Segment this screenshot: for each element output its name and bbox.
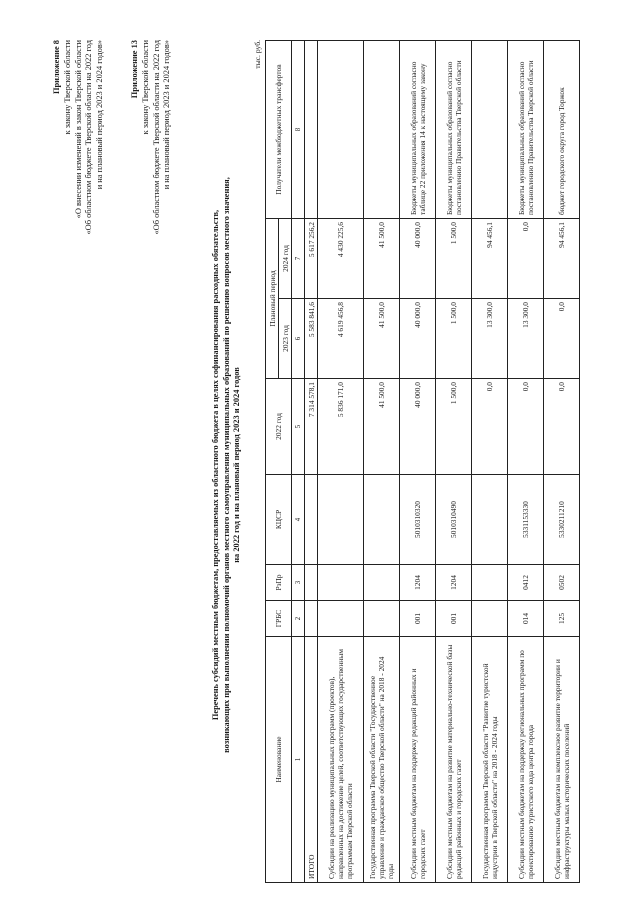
col-header-2022: 2022 год <box>266 379 292 475</box>
row-grbs: 014 <box>508 601 544 637</box>
row-recipient <box>364 41 400 219</box>
row-recipient <box>472 41 508 219</box>
appendix-13-line: «Об областном бюджете Тверской области на 2022 год <box>151 40 161 235</box>
row-grbs: 001 <box>400 601 436 637</box>
row-recipient <box>318 41 364 219</box>
row-2022: 5 836 171,0 <box>318 379 364 475</box>
row-kcsr <box>305 475 318 565</box>
row-2024: 94 456,1 <box>472 219 508 299</box>
row-name: Субсидии местным бюджетам на поддержку региональных программ по проектированию туристского кода центра города <box>508 637 544 883</box>
document-title-line: возникающих при выполнении полномочий органов местного самоуправления муниципальных образований по решению вопросов местного значения, <box>221 177 231 753</box>
column-number-row <box>292 41 305 883</box>
column-number: 8 <box>292 41 305 219</box>
row-rzpr <box>364 565 400 601</box>
table-row-total <box>305 41 318 883</box>
units-label: тыс. руб. <box>253 40 262 69</box>
appendix-8-line: и на плановый период 2023 и 2024 годов» <box>95 40 105 190</box>
appendix-8-header <box>52 40 106 235</box>
row-2022: 1 500,0 <box>436 379 472 475</box>
row-2022: 7 314 578,1 <box>305 379 318 475</box>
row-name: Государственная программа Тверской области "Развитие туристской индустрии в Тверской области" на 2018 - 2024 годы <box>472 637 508 883</box>
row-rzpr: 0502 <box>544 565 580 601</box>
appendix-13-line: к закону Тверской области <box>140 40 150 135</box>
row-rzpr: 1204 <box>436 565 472 601</box>
col-header-name: Наименование <box>266 637 292 883</box>
row-2024: 40 000,0 <box>400 219 436 299</box>
row-name: ИТОГО <box>305 637 318 883</box>
row-kcsr <box>318 475 364 565</box>
row-2023: 1 500,0 <box>436 299 472 379</box>
row-recipient: Бюджеты муниципальных образований согласно таблице 22 приложения 14 к настоящему закону <box>400 41 436 219</box>
row-2024: 4 430 225,6 <box>318 219 364 299</box>
column-number: 5 <box>292 379 305 475</box>
col-header-grbs: ГРБС <box>266 601 292 637</box>
column-number: 1 <box>292 637 305 883</box>
row-recipient: Бюджеты муниципальных образований согласно постановлению Правительства Тверской области <box>436 41 472 219</box>
row-kcsr: 5331153330 <box>508 475 544 565</box>
row-grbs: 001 <box>436 601 472 637</box>
col-header-2024: 2024 год <box>279 219 292 299</box>
column-number: 3 <box>292 565 305 601</box>
row-name: Субсидии местным бюджетам на комплексное развитие территории и инфраструктуры малых исторических поселений <box>544 637 580 883</box>
row-2023: 5 583 841,6 <box>305 299 318 379</box>
row-recipient: Бюджеты муниципальных образований согласно постановлению Правительства Тверской области <box>508 41 544 219</box>
row-2023: 13 300,0 <box>508 299 544 379</box>
row-grbs: 125 <box>544 601 580 637</box>
row-grbs <box>364 601 400 637</box>
table-row <box>544 41 580 883</box>
row-grbs <box>318 601 364 637</box>
row-rzpr <box>305 565 318 601</box>
appendix-13-line: и на плановый период 2023 и 2024 годов» <box>162 40 172 190</box>
table-row <box>472 41 508 883</box>
col-header-rzpr: РзПр <box>266 565 292 601</box>
document-title <box>211 85 243 845</box>
header-row <box>266 41 279 883</box>
row-2024: 41 500,0 <box>364 219 400 299</box>
column-number: 6 <box>292 299 305 379</box>
col-header-2023: 2023 год <box>279 299 292 379</box>
row-recipient <box>305 41 318 219</box>
row-kcsr <box>472 475 508 565</box>
row-kcsr <box>364 475 400 565</box>
row-2024: 1 500,0 <box>436 219 472 299</box>
row-rzpr <box>318 565 364 601</box>
row-rzpr: 0412 <box>508 565 544 601</box>
row-name: Субсидии местным бюджетам на поддержку редакций районных и городских газет <box>400 637 436 883</box>
row-kcsr: 5010310320 <box>400 475 436 565</box>
column-number: 7 <box>292 219 305 299</box>
row-2023: 40 000,0 <box>400 299 436 379</box>
row-2022: 0,0 <box>508 379 544 475</box>
row-2024: 94 456,1 <box>544 219 580 299</box>
row-2023: 0,0 <box>544 299 580 379</box>
row-2022: 40 000,0 <box>400 379 436 475</box>
row-2022: 0,0 <box>472 379 508 475</box>
appendix-8-line: «О внесении изменений в закон Тверской области <box>73 40 83 219</box>
row-name: Субсидии на реализацию муниципальных программ (проектов), направленных на достижение целей, соответствующих государственным программам Тверской области <box>318 637 364 883</box>
row-2024: 0,0 <box>508 219 544 299</box>
row-rzpr: 1204 <box>400 565 436 601</box>
row-2023: 41 500,0 <box>364 299 400 379</box>
subsidies-table <box>265 40 580 883</box>
table-row <box>436 41 472 883</box>
appendix-8-line: «Об областном бюджете Тверской области на 2022 год <box>84 40 94 235</box>
row-name: Субсидии местным бюджетам на развитие материально-технической базы редакций районных и городских газет <box>436 637 472 883</box>
row-kcsr: 5010310490 <box>436 475 472 565</box>
appendix-13-title: Приложение 13 <box>130 40 139 99</box>
appendix-13-header <box>130 40 173 235</box>
row-2024: 5 617 256,2 <box>305 219 318 299</box>
row-rzpr <box>472 565 508 601</box>
document-title-line: на 2022 год и на плановый период 2023 и 2024 годов <box>232 367 242 563</box>
table-row <box>364 41 400 883</box>
row-kcsr: 5330211210 <box>544 475 580 565</box>
appendix-8-line: к закону Тверской области <box>62 40 72 135</box>
row-grbs <box>472 601 508 637</box>
row-2023: 4 619 456,8 <box>318 299 364 379</box>
row-2022: 41 500,0 <box>364 379 400 475</box>
col-header-recipient: Получатели межбюджетных трансфертов <box>266 41 292 219</box>
col-header-plan-period: Плановый период <box>266 219 279 379</box>
column-number: 2 <box>292 601 305 637</box>
row-name: Государственная программа Тверской области "Государственное управление и гражданское общество Тверской области" на 2018 - 2024 годы <box>364 637 400 883</box>
document-title-line: Перечень субсидий местным бюджетам, предоставляемых из областного бюджета в целях софинансирования расходных обязательств, <box>211 209 220 721</box>
table-row <box>400 41 436 883</box>
table-row <box>508 41 544 883</box>
table-row <box>318 41 364 883</box>
row-2023: 13 300,0 <box>472 299 508 379</box>
column-number: 4 <box>292 475 305 565</box>
row-2022: 0,0 <box>544 379 580 475</box>
row-grbs <box>305 601 318 637</box>
appendix-8-title: Приложение 8 <box>52 40 61 95</box>
col-header-kcsr: КЦСР <box>266 475 292 565</box>
row-recipient: бюджет городского округа город Торжок <box>544 41 580 219</box>
